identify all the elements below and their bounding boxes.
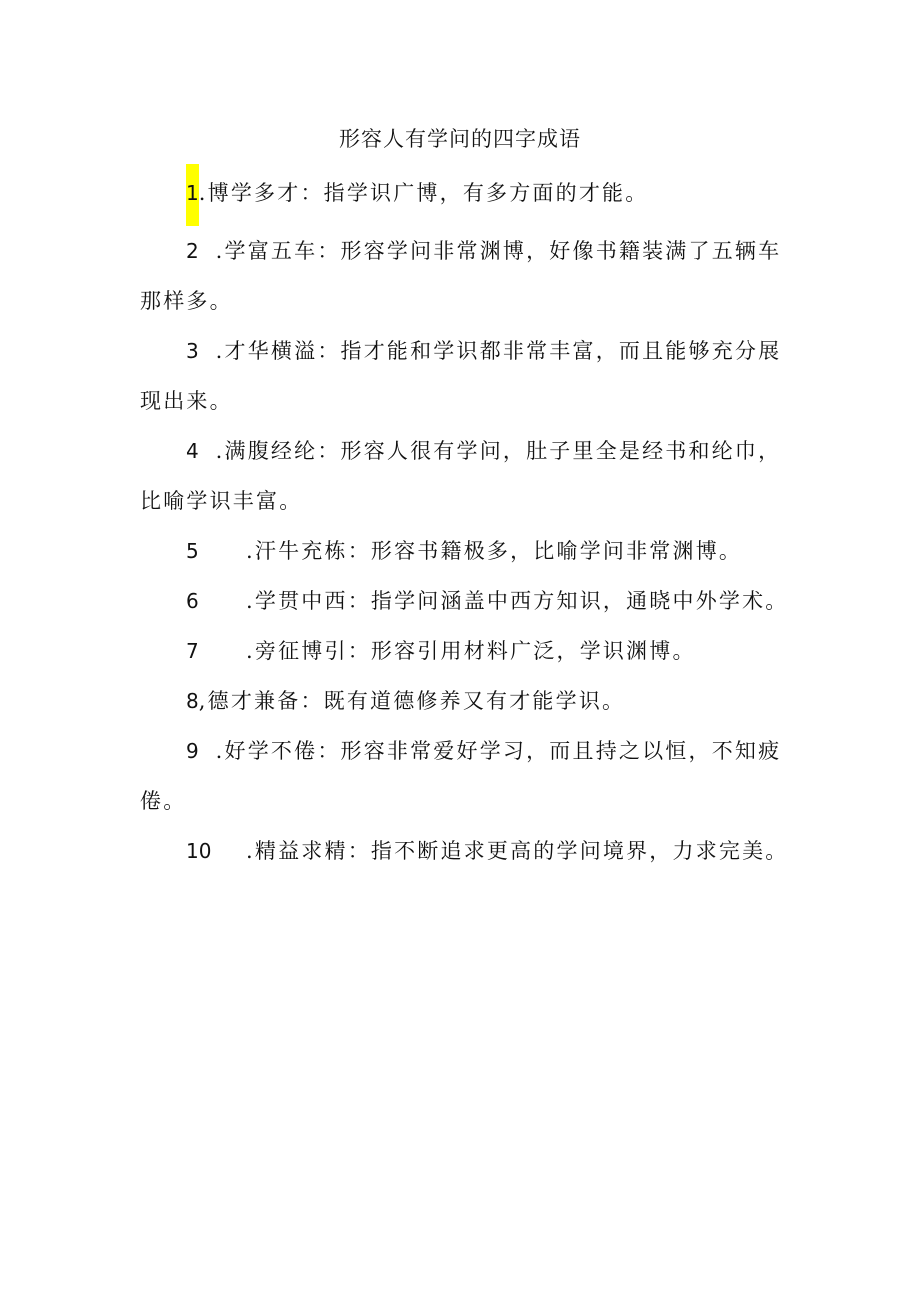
item-number: 1 — [186, 164, 199, 226]
item-term: 德才兼备 — [207, 689, 301, 713]
list-item-8 — [140, 676, 780, 726]
item-definition: ：形容学问非常渊博，好像书籍装满了五辆车 — [317, 239, 782, 263]
item-term: 学贯中西 — [254, 589, 348, 613]
item-definition-continued: 倦。 — [140, 789, 187, 813]
list-item-7 — [140, 626, 780, 676]
item-definition: ：指学问涵盖中西方知识，通晓中外学术。 — [347, 589, 789, 613]
item-term: 满腹经纶 — [224, 439, 318, 463]
item-separator: . — [206, 739, 225, 763]
item-separator: . — [246, 639, 255, 663]
item-term: 博学多才 — [207, 181, 301, 205]
document-title: 形容人有学问的四字成语 — [339, 127, 581, 151]
item-definition: ：形容人很有学问，肚子里全是经书和纶巾， — [317, 439, 782, 463]
item-definition-continued: 比喻学识丰富。 — [140, 489, 303, 513]
item-term: 精益求精 — [254, 839, 348, 863]
item-definition-continued: 现出来。 — [140, 389, 233, 413]
item-definition: ：既有道德修养又有才能学识。 — [300, 689, 626, 713]
item-separator: . — [246, 839, 255, 863]
item-term: 好学不倦 — [224, 739, 318, 763]
list-item-1 — [140, 164, 780, 226]
item-number: 3 — [186, 339, 199, 363]
item-separator: . — [246, 589, 255, 613]
item-term: 才华横溢 — [224, 339, 318, 363]
item-number: 5 — [186, 539, 199, 563]
item-definition: ：指才能和学识都非常丰富，而且能够充分展 — [317, 339, 782, 363]
item-term: 旁征博引 — [254, 639, 348, 663]
item-number: 2 — [186, 239, 199, 263]
item-number: 9 — [186, 739, 199, 763]
idiom-list — [140, 164, 789, 876]
item-definition: ：指不断追求更高的学问境界，力求完美。 — [347, 839, 789, 863]
item-number: 7 — [186, 639, 199, 663]
item-definition: ：指学识广博，有多方面的才能。 — [300, 181, 649, 205]
item-definition-continued: 那样多。 — [140, 289, 233, 313]
item-separator: . — [198, 181, 208, 205]
list-item-3 — [140, 326, 780, 426]
item-definition: ：形容书籍极多，比喻学问非常渊博。 — [347, 539, 743, 563]
list-item-9 — [140, 726, 780, 826]
list-item-5 — [140, 526, 780, 576]
item-number: 8 — [186, 689, 199, 713]
item-separator: . — [206, 239, 225, 263]
item-separator: . — [246, 539, 255, 563]
item-definition: ：形容引用材料广泛，学识渊博。 — [347, 639, 696, 663]
list-item-4 — [140, 426, 780, 526]
item-number: 4 — [186, 439, 199, 463]
item-definition: ：形容非常爱好学习，而且持之以恒，不知疲 — [317, 739, 782, 763]
list-item-6 — [140, 576, 789, 626]
item-number: 10 — [186, 839, 212, 863]
item-separator: . — [206, 439, 225, 463]
item-number: 6 — [186, 589, 199, 613]
list-item-2 — [140, 226, 780, 326]
list-item-10 — [140, 826, 789, 876]
item-term: 汗牛充栋 — [254, 539, 348, 563]
item-term: 学富五车 — [224, 239, 318, 263]
item-separator: , — [198, 689, 208, 713]
item-separator: . — [206, 339, 225, 363]
